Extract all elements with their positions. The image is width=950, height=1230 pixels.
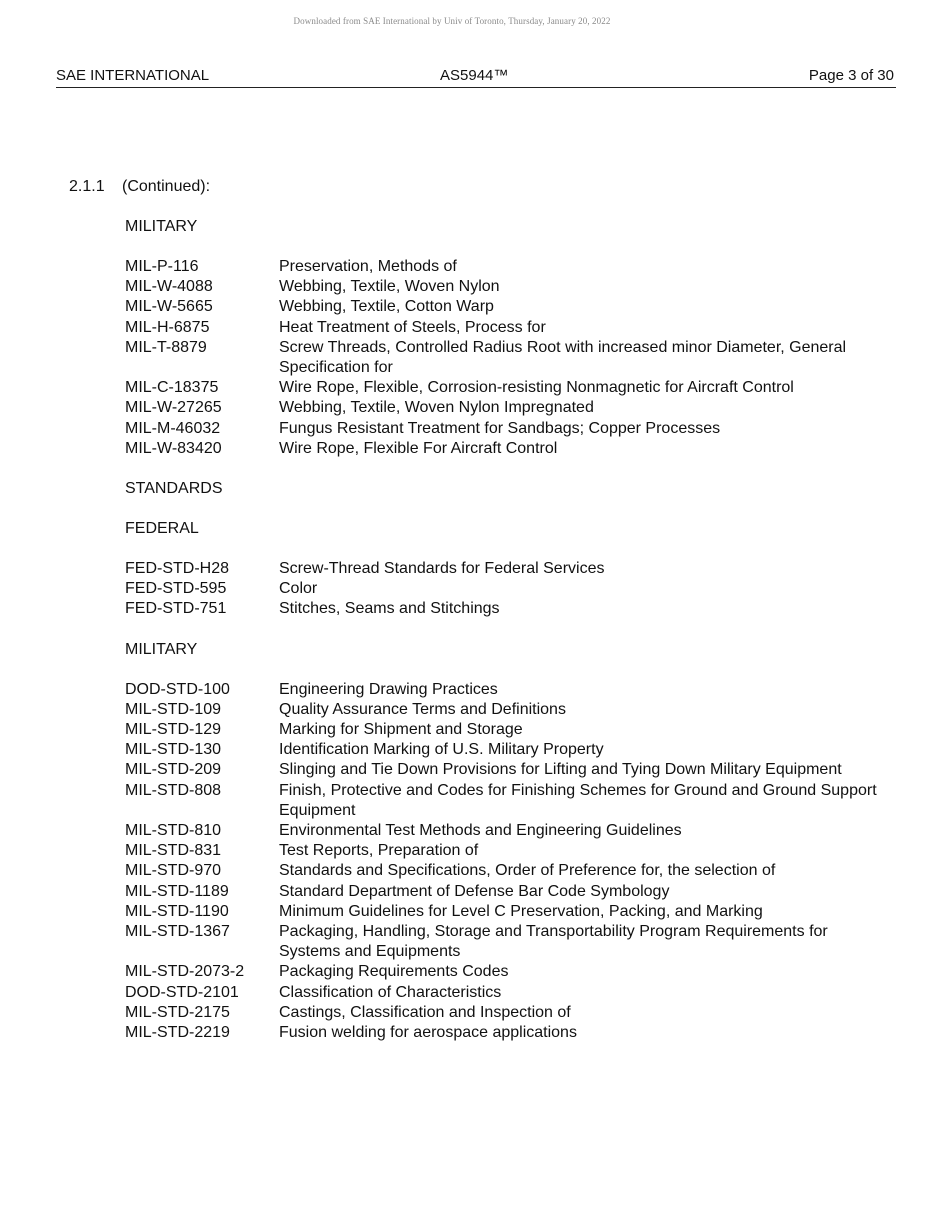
reference-row (125, 700, 889, 720)
header-organization: SAE INTERNATIONAL (56, 67, 210, 84)
reference-title: Heat Treatment of Steels, Process for (279, 318, 546, 336)
standards-label: STANDARDS (125, 480, 223, 498)
reference-title: Test Reports, Preparation of (279, 842, 479, 860)
reference-code: DOD-STD-100 (125, 680, 230, 698)
header-page-number: Page 3 of 30 (808, 67, 894, 84)
reference-code: MIL-STD-970 (125, 862, 222, 880)
reference-row (125, 962, 889, 982)
reference-title: Wire Rope, Flexible, Corrosion-resisting Nonmagnetic for Aircraft Control (279, 379, 794, 397)
reference-title: Webbing, Textile, Woven Nylon (279, 278, 500, 296)
reference-code: MIL-STD-831 (125, 842, 222, 860)
federal-label: FEDERAL (125, 520, 199, 538)
reference-row (125, 398, 889, 418)
reference-title: Screw-Thread Standards for Federal Services (279, 560, 605, 578)
section-heading (69, 177, 889, 197)
reference-title: Stitches, Seams and Stitchings (279, 600, 500, 618)
military-standards-list (125, 680, 889, 1044)
reference-code: MIL-W-27265 (125, 399, 222, 417)
reference-title: Fusion welding for aerospace applications (279, 1024, 577, 1042)
reference-title: Castings, Classification and Inspection of (279, 1003, 571, 1021)
reference-row (125, 781, 889, 821)
reference-row (125, 720, 889, 740)
reference-code: MIL-STD-2073-2 (125, 963, 245, 981)
page-header (56, 67, 896, 88)
reference-row (125, 680, 889, 700)
reference-code: MIL-C-18375 (125, 379, 219, 397)
reference-code: MIL-STD-2175 (125, 1003, 230, 1021)
reference-code: MIL-STD-130 (125, 741, 222, 759)
reference-code: MIL-STD-2219 (125, 1024, 230, 1042)
reference-row (125, 419, 889, 439)
reference-title: Slinging and Tie Down Provisions for Lifting and Tying Down Military Equipment (279, 761, 842, 779)
reference-row (125, 318, 889, 338)
reference-row (125, 439, 889, 459)
reference-row (125, 378, 889, 398)
reference-title: Color (279, 580, 318, 598)
reference-title: Engineering Drawing Practices (279, 680, 498, 698)
reference-title: Classification of Characteristics (279, 983, 502, 1001)
reference-title: Standard Department of Defense Bar Code Symbology (279, 882, 670, 900)
reference-row (125, 559, 889, 579)
reference-row (125, 277, 889, 297)
reference-title: Preservation, Methods of (279, 258, 457, 275)
reference-row (125, 902, 889, 922)
reference-code: FED-STD-595 (125, 580, 227, 598)
reference-code: DOD-STD-2101 (125, 983, 239, 1001)
reference-title: Identification Marking of U.S. Military Property (279, 741, 604, 759)
reference-row (125, 841, 889, 861)
reference-code: MIL-T-8879 (125, 338, 207, 356)
reference-row (125, 983, 889, 1003)
reference-title: Finish, Protective and Codes for Finishing Schemes for Ground and Ground Support Equipment (279, 781, 877, 819)
reference-code: MIL-P-116 (125, 258, 199, 275)
reference-code: MIL-STD-1189 (125, 882, 229, 900)
reference-code: MIL-H-6875 (125, 318, 210, 336)
federal-standards-list (125, 559, 889, 620)
reference-title: Marking for Shipment and Storage (279, 721, 523, 739)
section-number: 2.1.1 (69, 178, 105, 195)
reference-title: Standards and Specifications, Order of Preference for, the selection of (279, 862, 776, 880)
reference-row (125, 338, 889, 378)
reference-title: Quality Assurance Terms and Definitions (279, 700, 566, 718)
reference-code: MIL-STD-1190 (125, 902, 229, 920)
reference-code: MIL-W-4088 (125, 278, 213, 296)
reference-title: Webbing, Textile, Cotton Warp (279, 298, 494, 316)
reference-row (125, 861, 889, 881)
reference-row (125, 922, 889, 962)
reference-title: Packaging Requirements Codes (279, 963, 509, 981)
reference-block (69, 217, 889, 1043)
download-watermark: Downloaded from SAE International by Univ of Toronto, Thursday, January 20, 2022 (293, 16, 611, 26)
military-specs-list (125, 257, 889, 459)
reference-code: MIL-STD-1367 (125, 923, 230, 941)
reference-title: Wire Rope, Flexible For Aircraft Control (279, 439, 558, 457)
reference-row (125, 579, 889, 599)
reference-row (125, 1003, 889, 1023)
reference-row (125, 599, 889, 619)
reference-title: Screw Threads, Controlled Radius Root with increased minor Diameter, General Specification for (279, 338, 847, 377)
reference-title: Packaging, Handling, Storage and Transportability Program Requirements for Systems and Equipments (279, 923, 828, 961)
reference-row (125, 821, 889, 841)
reference-code: MIL-W-83420 (125, 439, 222, 457)
reference-row (125, 297, 889, 317)
reference-code: MIL-W-5665 (125, 298, 213, 316)
reference-row (125, 257, 889, 277)
document-body (69, 177, 889, 1043)
military-standards-label: MILITARY (125, 640, 198, 658)
header-document-number: AS5944™ (440, 67, 509, 84)
reference-code: MIL-M-46032 (125, 419, 221, 437)
reference-row (125, 1023, 889, 1043)
military-specs-label: MILITARY (125, 218, 198, 235)
reference-code: FED-STD-751 (125, 600, 227, 618)
reference-code: MIL-STD-810 (125, 822, 222, 840)
reference-code: MIL-STD-109 (125, 700, 222, 718)
reference-title: Fungus Resistant Treatment for Sandbags; Copper Processes (279, 419, 721, 437)
reference-code: FED-STD-H28 (125, 560, 230, 578)
reference-code: MIL-STD-808 (125, 781, 222, 799)
reference-row (125, 882, 889, 902)
reference-title: Minimum Guidelines for Level C Preservation, Packing, and Marking (279, 902, 763, 920)
reference-row (125, 760, 889, 780)
section-title: (Continued): (122, 178, 211, 195)
reference-title: Webbing, Textile, Woven Nylon Impregnated (279, 399, 594, 417)
reference-code: MIL-STD-129 (125, 721, 222, 739)
reference-code: MIL-STD-209 (125, 761, 222, 779)
reference-title: Environmental Test Methods and Engineering Guidelines (279, 822, 682, 840)
reference-row (125, 740, 889, 760)
